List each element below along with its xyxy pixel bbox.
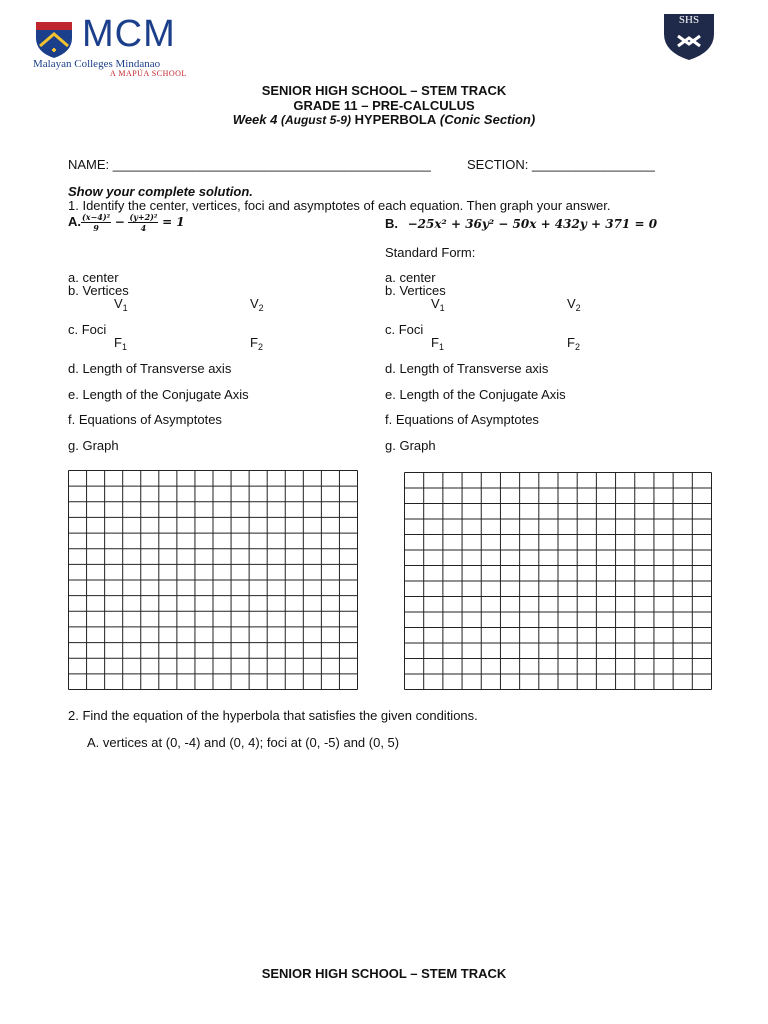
- week-dates: (August 5-9): [280, 113, 351, 127]
- standard-form-label: Standard Form:: [385, 245, 476, 260]
- badge-text: SHS: [678, 14, 700, 26]
- right-f1-label: $F_1$: [431, 335, 444, 352]
- crest-icon: [32, 16, 76, 60]
- logo-school-name: Malayan Colleges Mindanao: [33, 58, 161, 70]
- left-conjugate-label: e. Length of the Conjugate Axis: [68, 387, 249, 402]
- left-v2-label: $V_2$: [250, 296, 264, 313]
- fraction-1: [81, 212, 111, 233]
- problem-b-equation: [385, 216, 657, 231]
- left-f2-label: $F_2$: [250, 335, 263, 352]
- left-transverse-label: d. Length of Transverse axis: [68, 361, 232, 376]
- left-f1-label: $F_1$: [114, 335, 127, 352]
- fraction-2-denominator: 4: [140, 223, 147, 233]
- right-transverse-label: d. Length of Transverse axis: [385, 361, 549, 376]
- fraction-1-denominator: 9: [93, 223, 99, 233]
- question-2-part-a: A. vertices at (0, -4) and (0, 4); foci at (0, -5) and (0, 5): [87, 735, 400, 750]
- name-field-label: NAME: ____________________________________________: [68, 157, 431, 172]
- section-field-label: SECTION: _________________: [467, 157, 655, 172]
- right-foci-label: c. Foci: [385, 322, 424, 337]
- left-v1-label: $V_1$: [114, 296, 128, 313]
- left-graph-label: g. Graph: [68, 438, 119, 453]
- equation-rhs: = 1: [162, 214, 185, 229]
- right-v2-label: $V_2$: [567, 296, 581, 313]
- topic-title: HYPERBOLA: [354, 112, 437, 127]
- question-2-text: 2. Find the equation of the hyperbola that satisfies the given conditions.: [68, 708, 478, 723]
- instruction-heading: Show your complete solution.: [68, 184, 253, 199]
- left-foci-label: c. Foci: [68, 322, 107, 337]
- graph-grid-right[interactable]: [404, 472, 712, 690]
- graph-grid-left[interactable]: [68, 470, 358, 690]
- minus-sign: −: [114, 214, 125, 229]
- right-vertices-label: b. Vertices: [385, 283, 446, 298]
- left-vertices-label: b. Vertices: [68, 283, 129, 298]
- right-center-label: a. center: [385, 270, 436, 285]
- week-label: Week 4: [232, 112, 278, 127]
- footer-text: SENIOR HIGH SCHOOL – STEM TRACK: [261, 966, 507, 981]
- problem-a-equation: [68, 212, 185, 233]
- right-conjugate-label: e. Length of the Conjugate Axis: [385, 387, 566, 402]
- title-line-1: SENIOR HIGH SCHOOL – STEM TRACK: [261, 83, 507, 98]
- topic-subtitle: (Conic Section): [439, 112, 536, 127]
- logo-tagline: A MAPÚA SCHOOL: [110, 69, 187, 78]
- fraction-2-numerator: (y+2)²: [129, 212, 158, 222]
- right-graph-label: g. Graph: [385, 438, 436, 453]
- problem-a-label: A.: [68, 213, 81, 229]
- right-asymptotes-label: f. Equations of Asymptotes: [385, 412, 539, 427]
- right-v1-label: $V_1$: [431, 296, 445, 313]
- title-line-2: GRADE 11 – PRE-CALCULUS: [293, 98, 475, 113]
- left-asymptotes-label: f. Equations of Asymptotes: [68, 412, 222, 427]
- left-center-label: a. center: [68, 270, 119, 285]
- fraction-2: [128, 212, 158, 233]
- fraction-1-numerator: (x−4)²: [82, 212, 111, 222]
- problem-b-expression: −25x² + 36y² − 50x + 432y + 371 = 0: [407, 217, 658, 231]
- problem-b-label: B.: [385, 216, 398, 231]
- right-f2-label: $F_2$: [567, 335, 580, 352]
- instruction-item-1: 1. Identify the center, vertices, foci and asymptotes of each equation. Then graph your answer.: [68, 198, 611, 213]
- logo-name: MCM: [82, 13, 176, 55]
- week-topic-line: [0, 112, 768, 127]
